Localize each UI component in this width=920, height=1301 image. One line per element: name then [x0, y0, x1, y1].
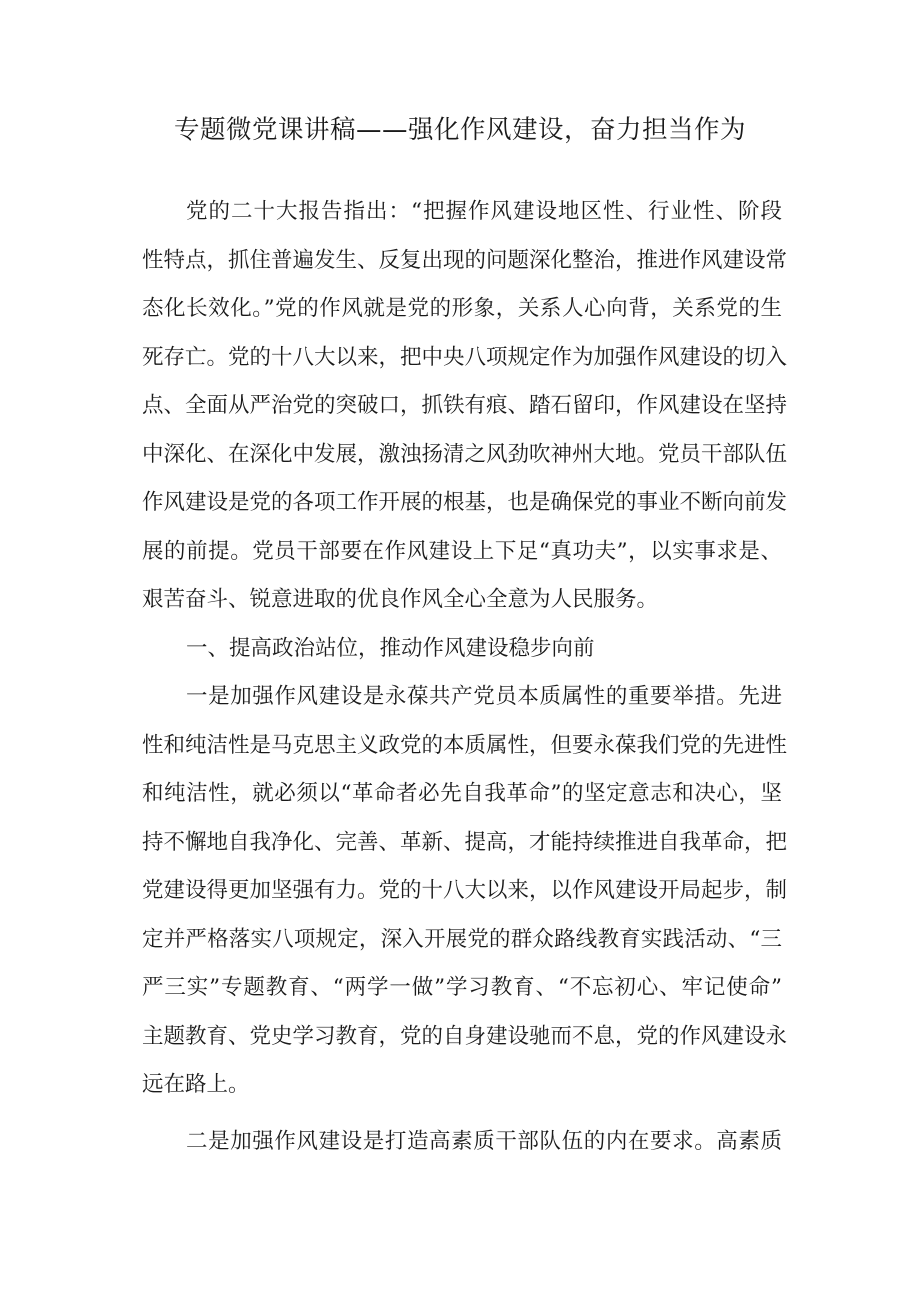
text-line: 展的前提。党员干部要在作风建设上下足“真功夫”，以实事求是、 — [142, 538, 782, 564]
paragraph-point-two — [142, 1118, 782, 1167]
document-title: 专题微党课讲稿——强化作风建设，奋力担当作为 — [173, 115, 746, 145]
text-line: 点、全面从严治党的突破口，抓铁有痕、踏石留印，作风建设在坚持 — [142, 393, 788, 418]
text-line: 性特点，抓住普遍发生、反复出现的问题深化整治，推进作风建设常 — [142, 247, 788, 273]
text-line: 一是加强作风建设是永葆共产党员本质属性的重要举措。先进 — [186, 684, 782, 709]
text-line: 二是加强作风建设是打造高素质干部队伍的内在要求。高素质 — [186, 1128, 782, 1154]
section-heading — [142, 625, 782, 674]
text-line: 党建设得更加坚强有力。党的十八大以来，以作风建设开局起步，制 — [142, 878, 788, 903]
text-line: 艰苦奋斗、锐意进取的优良作风全心全意为人民服务。 — [142, 587, 659, 612]
text-line: 持不懈地自我净化、完善、革新、提高，才能持续推进自我革命，把 — [142, 829, 788, 855]
text-line: 性和纯洁性是马克思主义政党的本质属性，但要永葆我们党的先进性 — [142, 732, 788, 758]
text-line: 定并严格落实八项规定，深入开展党的群众路线教育实践活动、“三 — [142, 926, 782, 952]
text-line: 死存亡。党的十八大以来，把中央八项规定作为加强作风建设的切入 — [142, 344, 788, 370]
text-line: 和纯洁性，就必须以“革命者必先自我革命”的坚定意志和决心，坚 — [142, 781, 782, 806]
text-line: 远在路上。 — [142, 1072, 250, 1097]
text-line: 严三实”专题教育、“两学一做”学习教育、“不忘初心、牢记使命” — [142, 975, 782, 1000]
text-line: 态化长效化。”党的作风就是党的形象，关系人心向背，关系党的生 — [142, 296, 782, 321]
document-body — [142, 188, 788, 1166]
text-line: 作风建设是党的各项工作开展的根基，也是确保党的事业不断向前发 — [142, 490, 788, 515]
heading-line: 一、提高政治站位，推动作风建设稳步向前 — [186, 635, 595, 661]
text-line: 主题教育、党史学习教育，党的自身建设驰而不息，党的作风建设永 — [142, 1023, 788, 1049]
paragraph-point-one — [142, 673, 788, 1110]
text-line: 中深化、在深化中发展，激浊扬清之风劲吹神州大地。党员干部队伍 — [142, 441, 788, 467]
text-line: 党的二十大报告指出：“把握作风建设地区性、行业性、阶段 — [186, 199, 782, 224]
paragraph-intro — [142, 188, 788, 625]
